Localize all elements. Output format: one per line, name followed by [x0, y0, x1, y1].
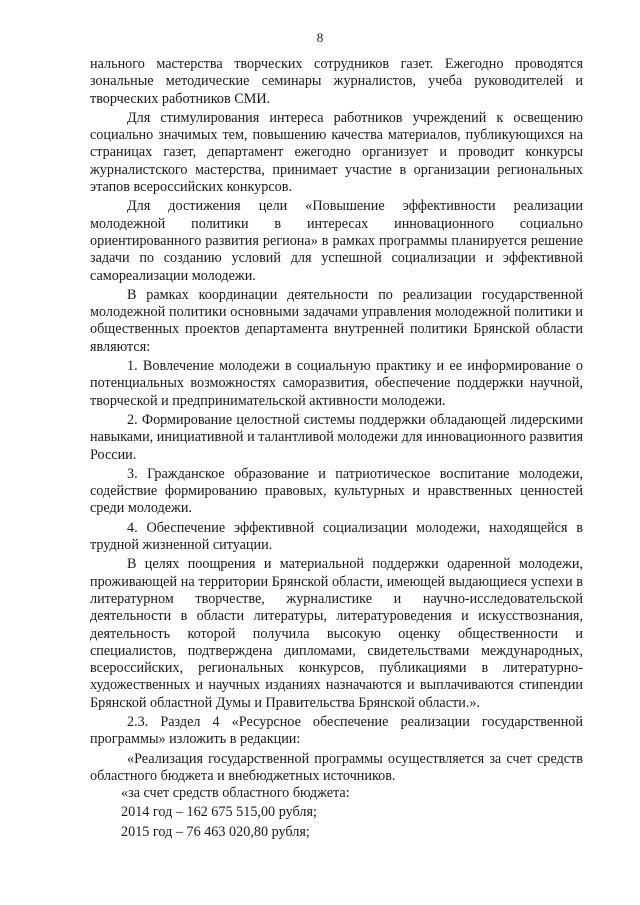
list-item: 2. Формирование целостной системы поддержки обладающей лидерскими навыками, инициативной и талантливой молодежи для инновационного развития России. — [90, 411, 583, 463]
list-item: 4. Обеспечение эффективной социализации молодежи, находящейся в трудной жизненной ситуации. — [90, 519, 583, 554]
paragraph: «Реализация государственной программы осуществляется за счет средств областного бюджета и внебюджетных источников. — [90, 750, 583, 784]
paragraph: В рамках координации деятельности по реализации государственной молодежной политики основными задачами управления молодежной политики и общественных проектов департамента внутренней политики Брянской области являются: — [90, 286, 583, 355]
list-item: 1. Вовлечение молодежи в социальную практику и ее информирование о потенциальных возможностях саморазвития, обеспечение поддержки научной, творческой и предпринимательской активности молодежи. — [90, 358, 583, 409]
paragraph: Для достижения цели «Повышение эффективности реализации молодежной политики в интересах инновационного социально ориентированного развития региона» в рамках программы планируется решение задачи по созданию условий для успешной социализации и эффективной самореализации молодежи. — [90, 198, 583, 284]
paragraph: Для стимулирования интереса работников учреждений к освещению социально значимых тем, повышению качества материалов, публикующихся на страницах газет, департамент ежегодно организует и проводит конкурсы журналистского мастерства, принимает участие в организации региональных этапов всероссийских конкурсов. — [90, 109, 583, 196]
paragraph: нального мастерства творческих сотрудников газет. Ежегодно проводятся зональные методические семинары журналистов, учеба руководителей и творческих работников СМИ. — [90, 56, 583, 107]
funding-line: 2014 год – 162 675 515,00 рубля; — [121, 804, 317, 821]
funding-line: «за счет средств областного бюджета: — [121, 785, 350, 802]
page-number: 8 — [316, 30, 324, 45]
paragraph: В целях поощрения и материальной поддержки одаренной молодежи, проживающей на территории Брянской области, имеющей выдающиеся успехи в литературном творчестве, журналистике и научно-исследовательской деятельности в области литературы, литературоведения и искусствознания, деятельность которой получила высокую оценку общественности и специалистов, подтверждена дипломами, свидетельствами международных, всероссийских, региональных конкурсов, публикациями в литературно-художественных и научных изданиях назначаются и выплачиваются стипендии Брянской областной Думы и Правительства Брянской области.». — [90, 556, 583, 711]
document-body — [90, 56, 583, 841]
funding-line: 2015 год – 76 463 020,80 рубля; — [121, 823, 310, 840]
list-item: 3. Гражданское образование и патриотическое воспитание молодежи, содействие формированию правовых, культурных и нравственных ценностей среди молодежи. — [90, 465, 583, 517]
paragraph: 2.3. Раздел 4 «Ресурсное обеспечение реализации государственной программы» изложить в редакции: — [90, 713, 583, 748]
